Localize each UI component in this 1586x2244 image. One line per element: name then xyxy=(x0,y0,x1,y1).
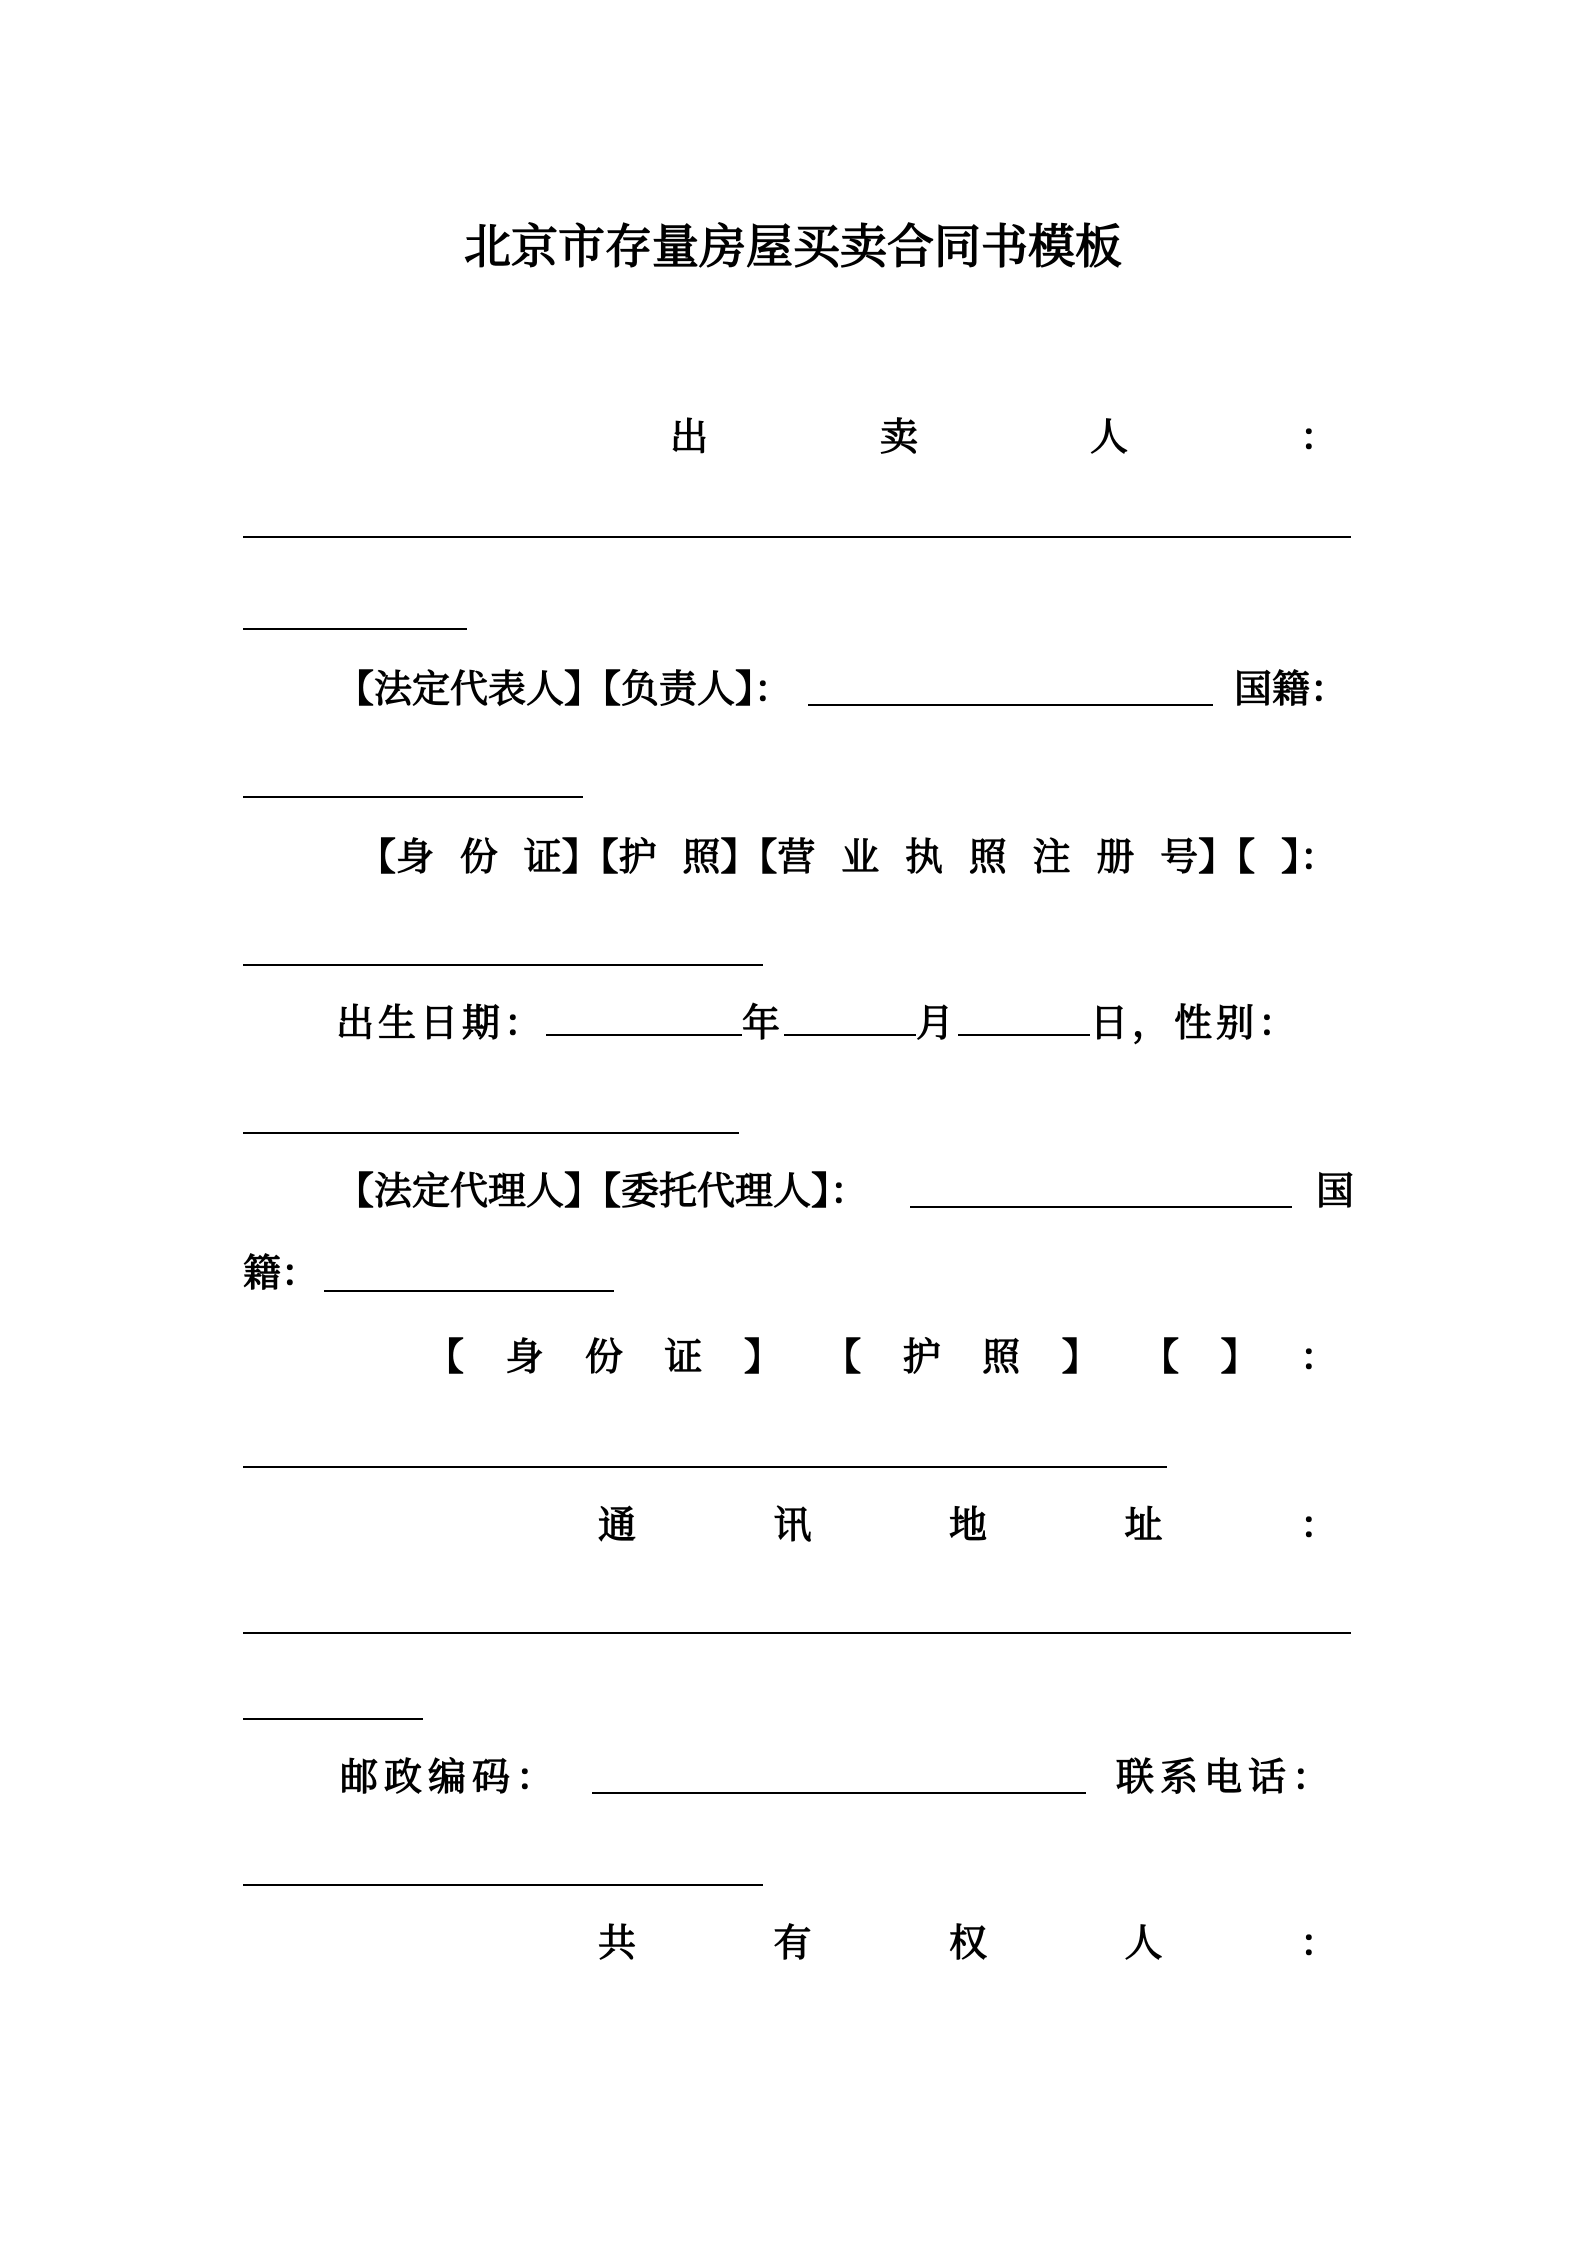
id-label-char: 号】【 xyxy=(1160,835,1256,879)
document-title: 北京市存量房屋买卖合同书模板 xyxy=(464,220,1122,275)
co-owner-label-char: 人 xyxy=(1124,1921,1163,1965)
id-label-char: 照】【营 xyxy=(682,835,816,879)
gender-label: 性别： xyxy=(1174,1001,1301,1045)
address-label-char: 讯 xyxy=(773,1503,812,1547)
legal-rep-nationality-blank[interactable] xyxy=(243,796,583,798)
id-label-char: 证 xyxy=(664,1335,703,1379)
co-owner-label xyxy=(598,1918,1338,1968)
legal-rep-blank[interactable] xyxy=(808,704,1213,706)
co-owner-label-char: 权 xyxy=(948,1921,987,1965)
phone-label: 联系电话： xyxy=(1116,1755,1337,1799)
id-label-char: 注 xyxy=(1032,835,1071,879)
legal-rep-label: 【法定代表人】【负责人】： xyxy=(336,667,793,711)
id-number-blank-1[interactable] xyxy=(243,964,763,966)
id-type-label-1 xyxy=(358,832,1338,882)
phone-blank[interactable] xyxy=(243,1884,763,1886)
id-number-blank-2[interactable] xyxy=(243,1466,1167,1468)
id-label-char: 册 xyxy=(1096,835,1135,879)
birth-year-blank[interactable] xyxy=(546,998,742,1036)
id-label-char: 护 xyxy=(902,1335,941,1379)
address-label-char: 地 xyxy=(948,1503,987,1547)
id-label-char: 】： xyxy=(1280,835,1338,879)
seller-label-char: ： xyxy=(1299,415,1338,459)
id-label-char: 【 xyxy=(1141,1335,1180,1379)
birth-day-label: 日， xyxy=(1090,1001,1175,1045)
birth-day-blank[interactable] xyxy=(958,998,1090,1036)
seller-name-blank-cont[interactable] xyxy=(243,628,467,630)
co-owner-label-char: ： xyxy=(1299,1921,1338,1965)
id-label-char: 执 xyxy=(904,835,943,879)
address-label-char: 通 xyxy=(598,1503,637,1547)
seller-label xyxy=(670,412,1338,462)
gender-blank[interactable] xyxy=(243,1132,739,1134)
birth-date-label: 出生日期： xyxy=(336,1001,547,1045)
postal-code-blank[interactable] xyxy=(592,1792,1086,1794)
id-label-char: 【身 xyxy=(358,835,435,879)
id-label-char: 】 xyxy=(1061,1335,1100,1379)
id-label-char: 份 xyxy=(459,835,498,879)
seller-name-blank[interactable] xyxy=(243,536,1351,538)
birth-year-label: 年 xyxy=(742,1001,785,1045)
id-label-char: 业 xyxy=(841,835,880,879)
seller-label-char: 人 xyxy=(1089,415,1128,459)
id-label-char: 【 xyxy=(426,1335,465,1379)
id-label-char: 份 xyxy=(584,1335,623,1379)
birth-date-line xyxy=(336,998,1338,1048)
agent-nationality-blank[interactable] xyxy=(324,1290,614,1292)
agent-nationality-label-end: 籍： xyxy=(243,1251,320,1295)
postal-code-label: 邮政编码： xyxy=(340,1755,561,1799)
id-label-char: ： xyxy=(1299,1335,1338,1379)
agent-name-blank[interactable] xyxy=(910,1206,1292,1208)
address-blank[interactable] xyxy=(243,1632,1351,1634)
co-owner-label-char: 共 xyxy=(598,1921,637,1965)
agent-label: 【法定代理人】【委托代理人】： xyxy=(336,1169,869,1213)
address-label-char: ： xyxy=(1299,1503,1338,1547)
birth-month-label: 月 xyxy=(916,1001,959,1045)
address-label xyxy=(598,1500,1338,1550)
id-label-char: 【 xyxy=(823,1335,862,1379)
id-label-char: 】 xyxy=(743,1335,782,1379)
birth-month-blank[interactable] xyxy=(784,998,916,1036)
agent-nationality-label-start: 国 xyxy=(1316,1169,1355,1213)
address-blank-cont[interactable] xyxy=(243,1718,423,1720)
id-label-char: 】 xyxy=(1220,1335,1259,1379)
co-owner-label-char: 有 xyxy=(773,1921,812,1965)
id-label-char: 身 xyxy=(505,1335,544,1379)
id-label-char: 证】【护 xyxy=(523,835,657,879)
id-label-char: 照 xyxy=(982,1335,1021,1379)
seller-label-char: 出 xyxy=(670,415,709,459)
address-label-char: 址 xyxy=(1124,1503,1163,1547)
seller-label-char: 卖 xyxy=(879,415,918,459)
legal-rep-nationality-label: 国籍： xyxy=(1234,667,1349,711)
id-type-label-2 xyxy=(426,1332,1338,1382)
id-label-char: 照 xyxy=(968,835,1007,879)
